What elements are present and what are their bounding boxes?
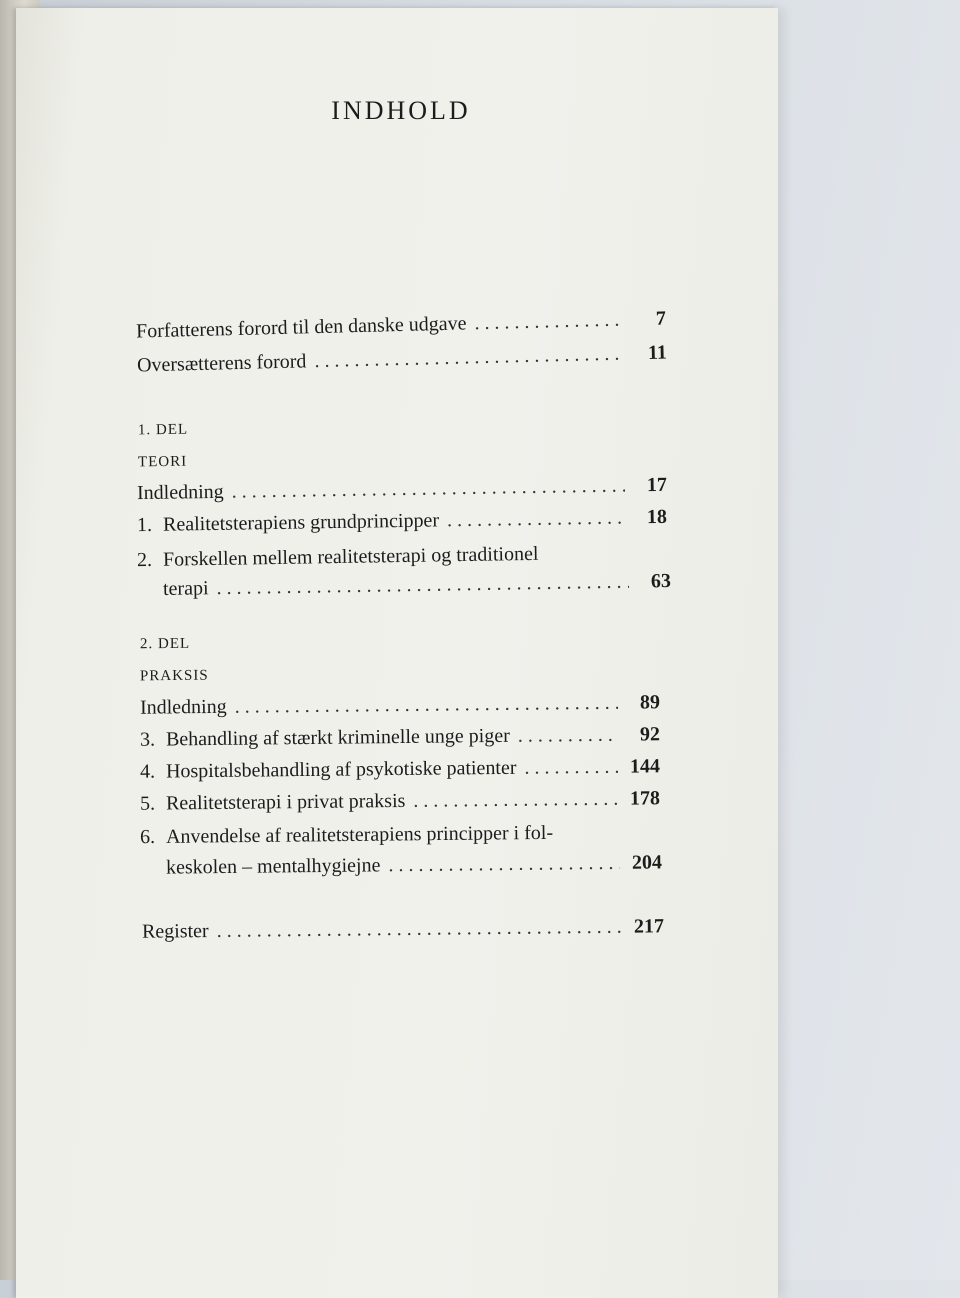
- toc-entry-chapter-3: [140, 723, 660, 751]
- toc-entry-page: 144: [629, 755, 661, 778]
- leader-dots: [231, 474, 625, 503]
- toc-entry-label: Realitetsterapi i privat praksis: [165, 789, 406, 815]
- chapter-number: 2.: [136, 548, 153, 572]
- leader-dots: [388, 852, 620, 877]
- leader-dots: [216, 571, 629, 600]
- toc-entry-register: [142, 915, 664, 943]
- part-1-name: TEORI: [137, 453, 188, 471]
- toc-entry-label: Oversætterens forord: [136, 350, 307, 377]
- chapter-number: 6.: [139, 826, 156, 849]
- toc-entry-page: 178: [629, 787, 661, 810]
- toc-entry-label: Register: [141, 920, 209, 943]
- toc-entry-author-foreword: [136, 308, 666, 344]
- part-2-number: 2. DEL: [139, 635, 191, 653]
- toc-entry-label: Hospitalsbehandling af psykotiske patienter: [165, 756, 517, 783]
- leader-dots: [447, 506, 625, 532]
- toc-entry-chapter-1: [137, 506, 667, 537]
- leader-dots: [474, 309, 624, 336]
- book-page: [16, 8, 778, 1298]
- toc-entry-page: 92: [639, 723, 661, 746]
- toc-entry-page: 217: [633, 915, 665, 938]
- leader-dots: [314, 343, 625, 374]
- chapter-number: 1.: [136, 513, 153, 537]
- toc-entry-chapter-5: [140, 787, 660, 815]
- toc-entry-chapter-2-line-2: [163, 570, 671, 601]
- toc-entry-part1-intro: [137, 474, 667, 505]
- toc-entry-chapter-6-line-1: [140, 822, 553, 849]
- toc-entry-translator-foreword: [137, 342, 667, 378]
- part-1-number: 1. DEL: [137, 421, 189, 439]
- page-title: INDHOLD: [331, 96, 471, 125]
- chapter-number: 5.: [139, 792, 156, 815]
- toc-entry-chapter-4: [140, 755, 660, 783]
- chapter-number: 4.: [139, 760, 156, 783]
- leader-dots: [518, 724, 618, 748]
- leader-dots: [217, 916, 623, 943]
- toc-entry-label: Realitetsterapiens grundprincipper: [162, 509, 440, 536]
- table-of-contents: [16, 8, 778, 1288]
- leader-dots: [413, 788, 618, 813]
- toc-entry-page: 89: [639, 691, 661, 714]
- toc-entry-label: Anvendelse af realitetsterapiens principper i fol-: [165, 821, 554, 848]
- toc-entry-label: Forfatterens forord til den danske udgave: [135, 312, 467, 343]
- toc-entry-chapter-2-line-1: [137, 543, 539, 572]
- toc-entry-part2-intro: [140, 691, 660, 719]
- leader-dots: [524, 756, 618, 780]
- toc-entry-label-continued: terapi: [162, 577, 209, 600]
- toc-entry-page: 204: [631, 851, 663, 874]
- toc-entry-label: Indledning: [136, 480, 224, 505]
- toc-entry-page: 7: [655, 307, 667, 330]
- toc-entry-label: Indledning: [139, 695, 227, 719]
- toc-entry-label-continued: keskolen – mentalhygiejne: [165, 854, 381, 879]
- part-2-name: PRAKSIS: [139, 667, 209, 685]
- leader-dots: [235, 692, 619, 719]
- toc-entry-chapter-6-line-2: [166, 851, 662, 879]
- toc-entry-page: 18: [646, 505, 668, 529]
- toc-entry-label: Behandling af stærkt kriminelle unge piger: [165, 724, 510, 751]
- toc-entry-label: Forskellen mellem realitetsterapi og traditionel: [162, 542, 539, 571]
- toc-entry-page: 63: [650, 570, 672, 593]
- toc-entry-page: 11: [647, 341, 668, 364]
- toc-entry-page: 17: [646, 473, 668, 497]
- chapter-number: 3.: [139, 728, 156, 751]
